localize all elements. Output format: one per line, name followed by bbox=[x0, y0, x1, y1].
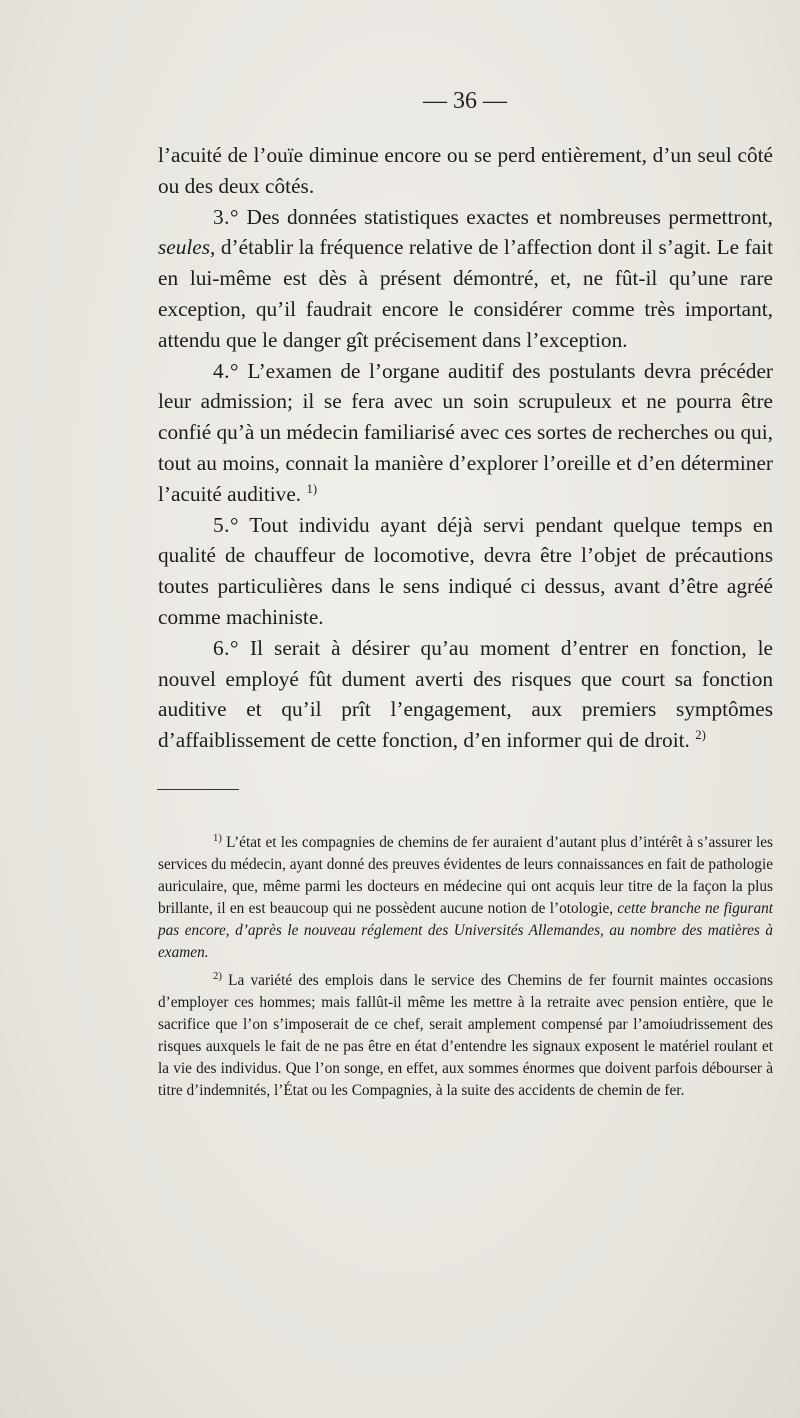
main-text bbox=[158, 140, 773, 756]
footnote-2 bbox=[158, 970, 773, 1102]
paragraph-item-4 bbox=[158, 356, 773, 510]
item-number: 3.° bbox=[213, 204, 239, 229]
paragraph-text: L’examen de l’organe auditif des postulants devra précéder leur admission; il se fera avec un soin scrupuleux et ne pourra être confié qu’à un médecin familiarisé avec ces sortes de recherches ou qui, tout au moins, connait la manière d’explorer l’oreille et d’en déterminer l’acuité auditive. bbox=[158, 358, 774, 506]
page-number: — 36 — bbox=[423, 88, 507, 114]
footnote-1 bbox=[158, 832, 773, 964]
paragraph-item-5 bbox=[158, 510, 773, 633]
paragraph-text: Tout individu ayant déjà servi pendant quelque temps en qualité de chauffeur de locomotive, devra être l’objet de précautions toutes particulières dans le sens indiqué ci dessus, avant d’être agréé comme machiniste. bbox=[158, 512, 773, 629]
paragraph-item-3 bbox=[158, 202, 773, 356]
paragraph-text: d’établir la fréquence relative de l’affection dont il s’agit. Le fait en lui-même est dès à présent démontré, et, ne fût-il qu’une rare exception, qu’il faudrait encore le considérer comme très important, attendu que le danger gît précisement dans l’exception. bbox=[158, 235, 773, 352]
paragraph-continuation bbox=[158, 140, 773, 202]
item-number: 5.° bbox=[213, 512, 239, 537]
footnote-mark: 1) bbox=[213, 831, 222, 844]
footnote-text: La variété des emplois dans le service des Chemins de fer fournit maintes occasions d’employer ces hommes; mais fallût-il même les mettre à la retraite avec pension entière, que le sacrifice que l’on s’imposerait de ce chef, serait amplement compensé par l’amoiudrissement des risques auxquels le fait de ne pas être en état d’entendre les signaux exposent le matériel roulant et la vie des individus. Que l’on songe, en effet, aux sommes énormes que doivent parfois débourser à titre d’indemnités, l’État ou les Compagnies, à la suite des accidents de chemin de fer. bbox=[158, 972, 773, 1099]
paragraph-item-6 bbox=[158, 633, 773, 756]
emphasis-text: seules, bbox=[158, 235, 216, 260]
footnote-emphasis: cette branche ne figurant pas encore, d’après le nouveau réglement des Universités Allemandes, au nombre des matières à examen. bbox=[158, 900, 774, 961]
footnote-mark: 2) bbox=[213, 969, 222, 982]
paragraph-text: l’acuité de l’ouïe diminue encore ou se perd entièrement, d’un seul côté ou des deux côtés. bbox=[158, 143, 773, 198]
footnote-separator bbox=[157, 789, 239, 790]
item-number: 4.° bbox=[213, 358, 239, 383]
footnotes bbox=[158, 832, 773, 1102]
footnote-reference-1[interactable]: 1) bbox=[306, 481, 318, 496]
paragraph-text: Des données statistiques exactes et nombreuses permettront, bbox=[246, 204, 773, 229]
paragraph-text: Il serait à désirer qu’au moment d’entrer en fonction, le nouvel employé fût dument averti des risques que court sa fonction auditive et qu’il prît l’engagement, aux premiers symptômes d’affaiblissement de cette fonction, d’en informer qui de droit. bbox=[158, 635, 774, 753]
item-number: 6.° bbox=[213, 635, 239, 660]
footnote-reference-2[interactable]: 2) bbox=[695, 728, 706, 743]
footnote-text: L’état et les compagnies de chemins de fer auraient d’autant plus d’intérêt à s’assurer les services du médecin, ayant donné des preuves évidentes de leurs connaissances en fait de pathologie auriculaire, que, même parmi les docteurs en médecine qui ont acquis leur titre de la façon la plus brillante, il en est beaucoup qui ne possèdent aucune notion de l’otologie, bbox=[158, 834, 773, 917]
